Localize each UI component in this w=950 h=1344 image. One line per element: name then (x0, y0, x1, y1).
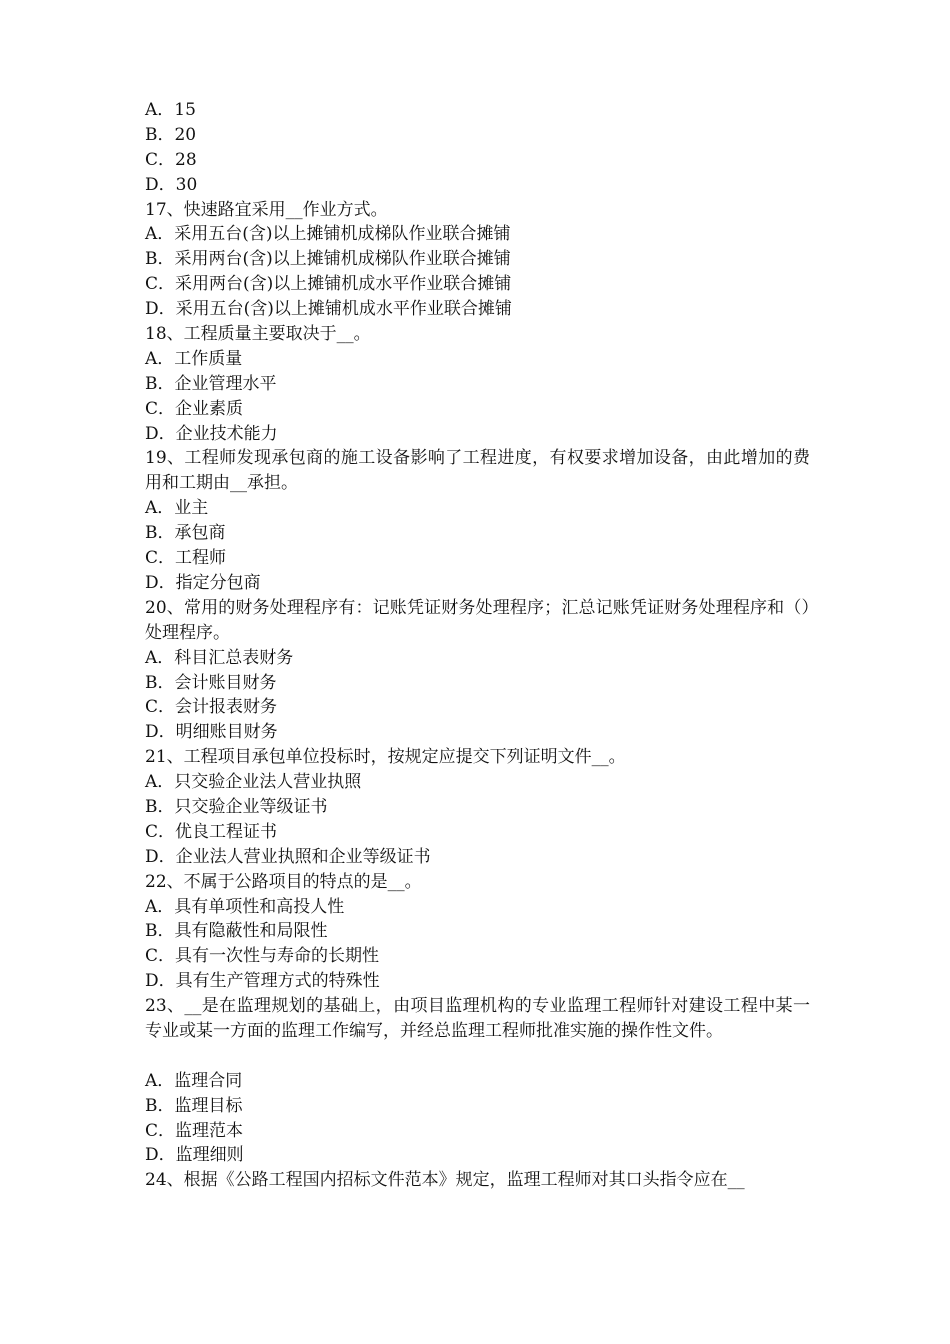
option-line: C．会计报表财务 (145, 697, 278, 718)
question-24: 24、根据《公路工程国内招标文件范本》规定，监理工程师对其口头指令应在__ (145, 1170, 745, 1191)
question-20: 20、常用的财务处理程序有：记账凭证财务处理程序；汇总记账凭证财务处理程序和（）处理程序。 (145, 597, 810, 643)
option-line: B．企业管理水平 (145, 373, 277, 394)
option-line: D．企业法人营业执照和企业等级证书 (145, 846, 431, 867)
option-line: A．只交验企业法人营业执照 (145, 772, 362, 793)
option-line: D．采用五台(含)以上摊铺机成水平作业联合摊铺 (145, 299, 512, 320)
question-17: 17、快速路宜采用__作业方式。 (145, 199, 388, 220)
option-line: C．具有一次性与寿命的长期性 (145, 946, 380, 967)
option-line: D．监理细则 (145, 1145, 244, 1166)
option-line: B．具有隐蔽性和局限性 (145, 921, 328, 942)
option-line: A．监理合同 (145, 1070, 243, 1091)
option-line: D．30 (145, 174, 198, 195)
option-line: D．具有生产管理方式的特殊性 (145, 971, 380, 992)
option-line: C．优良工程证书 (145, 821, 278, 842)
option-line: C．采用两台(含)以上摊铺机成水平作业联合摊铺 (145, 274, 512, 295)
question-21: 21、工程项目承包单位投标时，按规定应提交下列证明文件__。 (145, 747, 626, 768)
option-line: B．20 (145, 124, 197, 145)
option-line: C．28 (145, 149, 197, 170)
question-22: 22、不属于公路项目的特点的是__。 (145, 871, 422, 892)
option-line: D．指定分包商 (145, 572, 261, 593)
option-line: A．15 (145, 100, 196, 120)
document-page (145, 98, 810, 1193)
option-line: B．承包商 (145, 523, 226, 544)
question-19: 19、工程师发现承包商的施工设备影响了工程进度，有权要求增加设备，由此增加的费用和工期由__承担。 (145, 448, 810, 494)
option-line: A．科目汇总表财务 (145, 647, 294, 668)
option-line: A．具有单项性和高投人性 (145, 896, 345, 917)
option-line: C．监理范本 (145, 1120, 244, 1141)
option-line: B．会计账目财务 (145, 672, 277, 693)
option-line: A．业主 (145, 498, 209, 519)
option-line: D．明细账目财务 (145, 722, 278, 743)
option-line: C．企业素质 (145, 398, 244, 419)
option-line: D．企业技术能力 (145, 423, 278, 444)
option-line: C．工程师 (145, 548, 227, 569)
question-23: 23、__是在监理规划的基础上，由项目监理机构的专业监理工程师针对建设工程中某一专业或某一方面的监理工作编写，并经总监理工程师批准实施的操作性文件。 (145, 996, 810, 1041)
option-line: A．采用五台(含)以上摊铺机成梯队作业联合摊铺 (145, 224, 511, 245)
option-line: B．只交验企业等级证书 (145, 796, 328, 817)
option-line: A．工作质量 (145, 348, 243, 369)
option-line: B．监理目标 (145, 1095, 243, 1116)
question-18: 18、工程质量主要取决于__。 (145, 324, 371, 345)
option-line: B．采用两台(含)以上摊铺机成梯队作业联合摊铺 (145, 249, 511, 270)
